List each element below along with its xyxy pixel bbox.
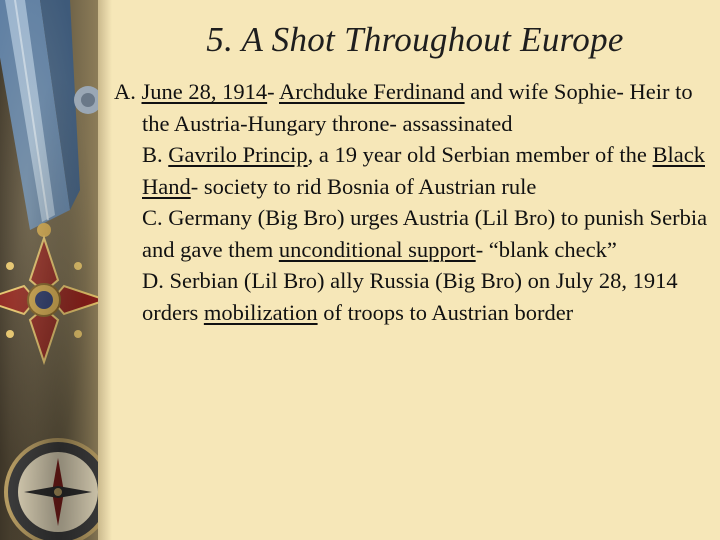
- text-run: , a 19 year old Serbian member of the: [307, 142, 653, 167]
- text-run: of troops to Austrian border: [317, 299, 574, 325]
- paragraph-d: [114, 265, 714, 328]
- underlined-term: Gavrilo Princip: [168, 142, 308, 167]
- text-run: B.: [142, 142, 169, 167]
- paragraph-a: [114, 76, 714, 139]
- strip-edge-fade: [98, 0, 112, 540]
- left-decorative-strip: [0, 0, 98, 540]
- text-run: - society to rid Bosnia of Austrian rule: [190, 173, 537, 199]
- underlined-term: Archduke Ferdinand: [279, 79, 465, 104]
- slide-body: [114, 76, 714, 328]
- underlined-term: Black Hand: [142, 142, 705, 199]
- text-run: -: [267, 79, 280, 104]
- text-run: D. Serbian (Lil Bro) ally Russia (Big Bro) on July 28, 1914 orders: [142, 268, 678, 325]
- underlined-term: mobilization: [203, 299, 318, 325]
- paragraph-b: [114, 139, 714, 202]
- underlined-term: unconditional support: [278, 236, 476, 262]
- strip-shading: [0, 0, 98, 540]
- slide-title: 5. A Shot Throughout Europe: [206, 20, 624, 59]
- text-run: A.: [114, 79, 142, 104]
- text-run: and wife Sophie- Heir to the Austria-Hungary throne- assassinated: [142, 79, 693, 136]
- underlined-term: June 28, 1914: [141, 79, 268, 104]
- text-run: C. Germany (Big Bro) urges Austria (Lil Bro) to punish Serbia and gave them: [142, 205, 708, 262]
- paragraph-c: [114, 202, 714, 265]
- text-run: - “blank check”: [475, 236, 617, 262]
